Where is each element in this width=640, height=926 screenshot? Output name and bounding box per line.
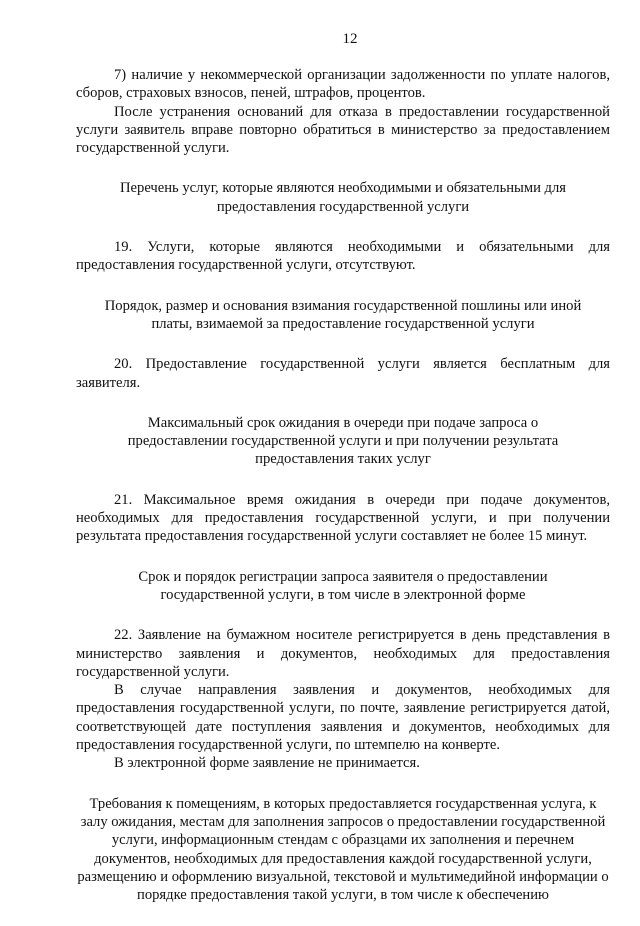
heading-queue: Максимальный срок ожидания в очереди при подаче запроса о предоставлении государственной услуги и при получении результата предоставления таких услуг xyxy=(127,414,559,468)
paragraph-reapply: После устранения оснований для отказа в предоставлении государственной услуги заявитель вправе повторно обратиться в министерство за предоставлением государственной услуги. xyxy=(76,103,610,157)
paragraph-electronic: В электронной форме заявление не принимается. xyxy=(114,755,420,772)
document-page xyxy=(76,30,610,926)
paragraph-19: 19. Услуги, которые являются необходимыми и обязательными для предоставления государственной услуги, отсутствуют. xyxy=(76,239,610,274)
paragraph-22: 22. Заявление на бумажном носителе регистрируется в день представления в министерство заявления и документов, необходимых для предоставления государственной услуги. xyxy=(76,627,610,680)
paragraph-item-7: 7) наличие у некоммерческой организации задолженности по уплате налогов, сборов, страховых взносов, пеней, штрафов, процентов. xyxy=(76,67,610,102)
paragraph-mail: В случае направления заявления и документов, необходимых для предоставления государственной услуги, по почте, заявление регистрируется датой, соответствующей дате поступления заявления и документов, необходимых для предоставления государственной услуги, по штемпелю на конверте. xyxy=(76,682,610,754)
heading-registration: Срок и порядок регистрации запроса заявителя о предоставлении государственной услуги, в том числе в электронной форме xyxy=(138,568,548,603)
page-number: 12 xyxy=(342,31,358,47)
paragraph-20: 20. Предоставление государственной услуги является бесплатным для заявителя. xyxy=(76,356,610,391)
heading-premises: Требования к помещениям, в которых предоставляется государственная услуга, к залу ожидания, местам для заполнения запросов о предоставлении государственной услуги, информационным стендам с образцами их заполнения и перечнем документов, необходимых для предоставления каждой государственной услуги, размещению и оформлению визуальной, текстовой и мультимедийной информации о порядке предоставления такой услуги, в том числе к обеспечению xyxy=(77,795,609,904)
paragraph-21: 21. Максимальное время ожидания в очереди при подаче документов, необходимых для предоставления государственной услуги, и при получении результата предоставления государственной услуги составляет не более 15 минут. xyxy=(76,491,610,545)
heading-fee: Порядок, размер и основания взимания государственной пошлины или иной платы, взимаемой за предоставление государственной услуги xyxy=(104,297,582,332)
heading-services-list: Перечень услуг, которые являются необходимыми и обязательными для предоставления государственной услуги xyxy=(120,180,566,215)
